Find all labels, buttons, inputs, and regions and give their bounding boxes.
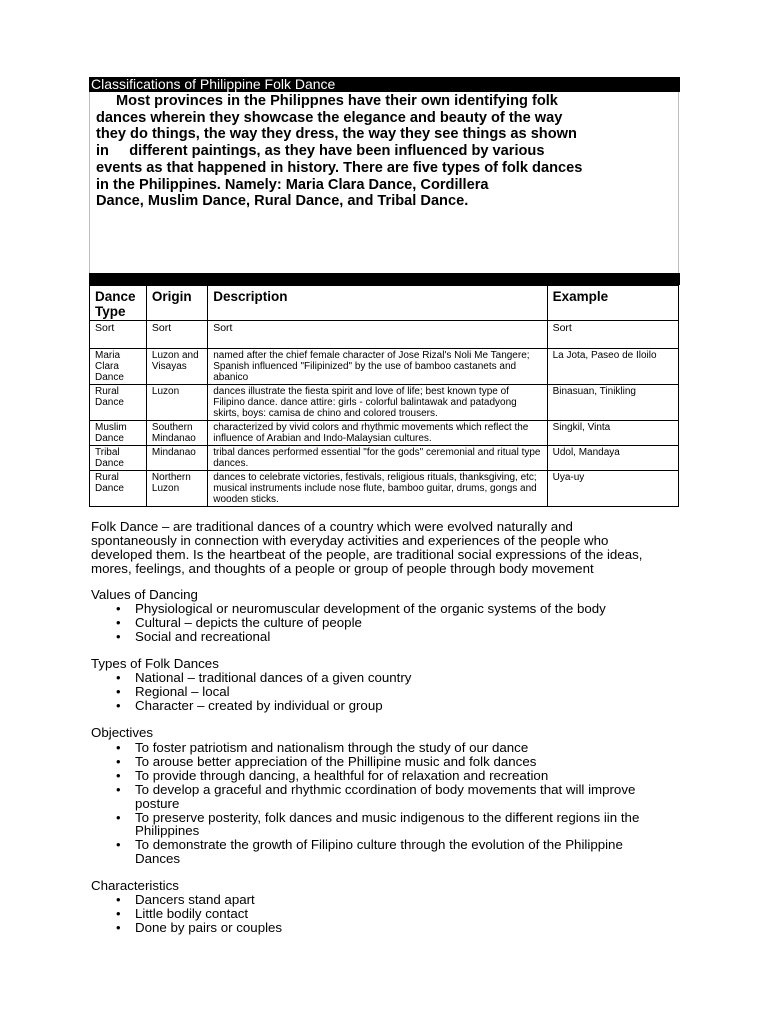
- intro-line: in different paintings, as they have been influenced by various: [96, 143, 545, 160]
- table-row: [90, 471, 679, 507]
- types-list: [115, 671, 675, 713]
- cell-example: Binasuan, Tinikling: [547, 385, 678, 421]
- list-item-line: To preserve posterity, folk dances and music indigenous to the different regions iin the: [135, 809, 640, 825]
- cell-dance-type: Rural Dance: [90, 471, 147, 507]
- dance-table: [89, 285, 679, 507]
- cell-description: named after the chief female character of Jose Rizal's Noli Me Tangere; Spanish influenced "Filipinized" by the use of bamboo castanets and abanico: [208, 349, 547, 385]
- intro-line: Dance, Muslim Dance, Rural Dance, and Tribal Dance.: [96, 193, 469, 210]
- objectives-heading: Objectives: [91, 725, 154, 740]
- definition-line: spontaneously in connection with everyday activities and experiences of the people who: [91, 532, 609, 548]
- cell-origin: Luzon and Visayas: [146, 349, 207, 385]
- bullet-icon: •: [116, 905, 121, 921]
- bullet-icon: •: [116, 753, 121, 769]
- intro-line: events as that happened in history. There are five types of folk dances: [96, 159, 583, 176]
- list-item: [115, 671, 675, 685]
- list-item-text: [135, 741, 675, 755]
- intro-line: Most provinces in the Philippnes have their own identifying folk: [116, 93, 558, 109]
- cell-description: dances to celebrate victories, festivals, religious rituals, thanksgiving, etc; musical instruments include nose flute, bamboo guitar, drums, gongs and wooden sticks.: [208, 471, 547, 507]
- table-row: [90, 446, 679, 471]
- bullet-icon: •: [116, 683, 121, 699]
- list-item-line: To arouse better appreciation of the Phillipine music and folk dances: [135, 753, 537, 769]
- cell-origin: Luzon: [146, 385, 207, 421]
- cell-example: Uya-uy: [547, 471, 678, 507]
- folk-dance-definition: [91, 520, 691, 576]
- list-item: [115, 699, 675, 713]
- list-item-text: [135, 699, 675, 713]
- cell-dance-type: Maria Clara Dance: [90, 349, 147, 385]
- cell-description: dances illustrate the fiesta spirit and love of life; best known type of Filipino dance. dance attire: girls - colorful balintawak and patadyong skirts, boys: camisa de chino and colored trousers.: [208, 385, 547, 421]
- cell-description: tribal dances performed essential "for the gods" ceremonial and ritual type dances.: [208, 446, 547, 471]
- characteristics-heading: Characteristics: [91, 878, 179, 893]
- cell-dance-type: Tribal Dance: [90, 446, 147, 471]
- cell-dance-type: Rural Dance: [90, 385, 147, 421]
- list-item-line: Dances: [135, 851, 181, 867]
- list-item-line: To demonstrate the growth of Filipino culture through the evolution of the Philippine: [135, 837, 623, 853]
- list-item-line: Regional – local: [135, 683, 230, 699]
- intro-line: dances wherein they showcase the elegance and beauty of the way: [96, 109, 563, 126]
- characteristics-list: [115, 893, 675, 935]
- bullet-icon: •: [116, 809, 121, 825]
- bullet-icon: •: [116, 614, 121, 630]
- cell-origin: Southern Mindanao: [146, 421, 207, 446]
- list-item: [115, 685, 675, 699]
- intro-line: they do things, the way they dress, the way they see things as shown: [96, 126, 577, 143]
- list-item-text: [135, 769, 675, 783]
- bullet-icon: •: [116, 628, 121, 644]
- definition-line: mores, feelings, and thoughts of a people or group of people through body movement: [91, 560, 594, 576]
- column-header-origin: Origin: [146, 286, 207, 321]
- list-item: [115, 811, 675, 839]
- list-item-line: Cultural – depicts the culture of people: [135, 614, 362, 630]
- list-item-text: [135, 907, 675, 921]
- bullet-icon: •: [116, 670, 121, 685]
- bullet-icon: •: [116, 697, 121, 713]
- list-item-line: Dancers stand apart: [135, 892, 255, 907]
- sort-link-dance-type[interactable]: Sort: [90, 321, 147, 349]
- cell-dance-type: Muslim Dance: [90, 421, 147, 446]
- cell-description: characterized by vivid colors and rhythmic movements which reflect the influence of Arabian and Indo-Malaysian cultures.: [208, 421, 547, 446]
- bullet-icon: •: [116, 781, 121, 797]
- sort-link-description[interactable]: Sort: [208, 321, 547, 349]
- cell-example: Singkil, Vinta: [547, 421, 678, 446]
- list-item-line: National – traditional dances of a given country: [135, 670, 412, 685]
- list-item: [115, 602, 675, 616]
- list-item-text: [135, 783, 675, 811]
- list-item-text: [135, 838, 675, 866]
- list-item: [115, 838, 675, 866]
- list-item: [115, 616, 675, 630]
- cell-origin: Mindanao: [146, 446, 207, 471]
- divider-bar: [89, 273, 680, 285]
- bullet-icon: •: [116, 767, 121, 783]
- list-item-line: Character – created by individual or group: [135, 697, 383, 713]
- values-list: [115, 602, 675, 644]
- table-row: [90, 385, 679, 421]
- list-item-text: [135, 893, 675, 907]
- list-item-line: posture: [135, 795, 180, 811]
- cell-example: Udol, Mandaya: [547, 446, 678, 471]
- list-item-text: [135, 671, 675, 685]
- list-item-line: Philippines: [135, 823, 200, 839]
- list-item-text: [135, 685, 675, 699]
- definition-line: developed them. Is the heartbeat of the people, are traditional social expressions of the ideas,: [91, 546, 643, 562]
- bullet-icon: •: [116, 837, 121, 853]
- column-header-example: Example: [547, 286, 678, 321]
- cell-origin: Northern Luzon: [146, 471, 207, 507]
- list-item-text: [135, 755, 675, 769]
- list-item-text: [135, 616, 675, 630]
- list-item: [115, 741, 675, 755]
- table-header-row: [90, 286, 679, 321]
- list-item-line: To develop a graceful and rhythmic ccordination of body movements that will improve: [135, 781, 636, 797]
- list-item: [115, 755, 675, 769]
- section-title: Classifications of Philippine Folk Dance: [89, 77, 680, 92]
- intro-paragraph: [96, 93, 676, 210]
- objectives-list: [115, 741, 675, 866]
- intro-line: in the Philippines. Namely: Maria Clara Dance, Cordillera: [96, 176, 489, 193]
- list-item: [115, 893, 675, 907]
- list-item: [115, 783, 675, 811]
- list-item-text: [135, 630, 675, 644]
- list-item-text: [135, 811, 675, 839]
- list-item-text: [135, 602, 675, 616]
- list-item-text: [135, 921, 675, 935]
- table-row: [90, 349, 679, 385]
- definition-line: Folk Dance – are traditional dances of a country which were evolved naturally and: [91, 519, 573, 534]
- list-item: [115, 630, 675, 644]
- sort-link-example[interactable]: Sort: [547, 321, 678, 349]
- list-item: [115, 921, 675, 935]
- list-item: [115, 769, 675, 783]
- column-header-description: Description: [208, 286, 547, 321]
- bullet-icon: •: [116, 601, 121, 616]
- values-heading: Values of Dancing: [91, 587, 198, 602]
- bullet-icon: •: [116, 919, 121, 935]
- list-item: [115, 907, 675, 921]
- sort-link-origin[interactable]: Sort: [146, 321, 207, 349]
- types-heading: Types of Folk Dances: [91, 656, 219, 671]
- list-item-line: Social and recreational: [135, 628, 271, 644]
- list-item-line: Physiological or neuromuscular development of the organic systems of the body: [135, 601, 606, 616]
- table-row: [90, 421, 679, 446]
- sort-row: [90, 321, 679, 349]
- list-item-line: To provide through dancing, a healthful for of relaxation and recreation: [135, 767, 549, 783]
- bullet-icon: •: [116, 740, 121, 755]
- bullet-icon: •: [116, 892, 121, 907]
- column-header-dance-type: Dance Type: [90, 286, 147, 321]
- list-item-line: Done by pairs or couples: [135, 919, 283, 935]
- list-item-line: To foster patriotism and nationalism through the study of our dance: [135, 740, 529, 755]
- cell-example: La Jota, Paseo de Iloilo: [547, 349, 678, 385]
- list-item-line: Little bodily contact: [135, 905, 249, 921]
